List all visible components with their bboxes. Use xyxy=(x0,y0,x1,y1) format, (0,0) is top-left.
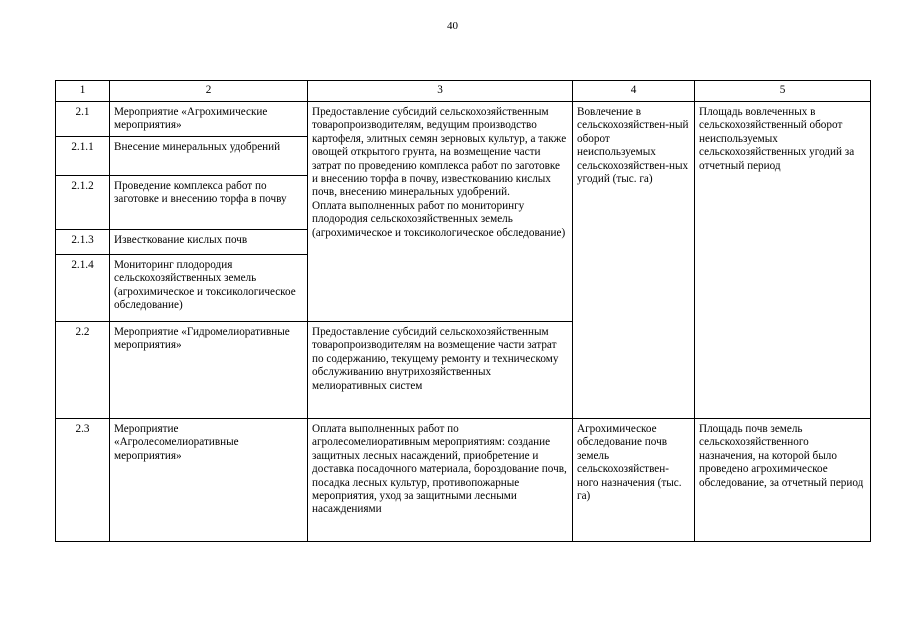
indicator-name: Агрохимическое обследование почв земель сельскохозяйствен-ного назначения (тыс. га) xyxy=(573,419,695,542)
measure-name: Мероприятие «Агрохимические мероприятия» xyxy=(110,102,308,137)
measures-table xyxy=(55,80,871,542)
row-number: 2.1.1 xyxy=(56,137,110,176)
measure-name: Мероприятие «Гидромелиоративные мероприятия» xyxy=(110,322,308,419)
header-cell-3: 3 xyxy=(308,81,573,102)
row-number: 2.3 xyxy=(56,419,110,542)
description-paragraph: Оплата выполненных работ по мониторингу плодородия сельскохозяйственных земель (агрохимическое и токсикологическое обследование) xyxy=(312,199,566,239)
description-paragraph: Предоставление субсидий сельскохозяйственным товаропроизводителям, ведущим производство картофеля, элитных семян зерновых культур, а также овощей открытого грунта, на возмещение части затрат по проведению комплекса работ по заготовке и внесению торфа в почву, известкованию кислых почв, внесению минеральных удобрений. xyxy=(312,106,567,199)
table-header-row xyxy=(56,81,871,102)
row-number: 2.1 xyxy=(56,102,110,137)
row-number: 2.1.3 xyxy=(56,230,110,255)
measure-name: Внесение минеральных удобрений xyxy=(110,137,308,176)
measure-description xyxy=(308,102,573,322)
header-cell-5: 5 xyxy=(695,81,871,102)
measure-name: Мониторинг плодородия сельскохозяйственных земель (агрохимическое и токсикологическое обследование) xyxy=(110,255,308,322)
row-number: 2.1.2 xyxy=(56,176,110,230)
table-row xyxy=(56,419,871,542)
measure-description: Оплата выполненных работ по агролесомелиоративным мероприятиям: создание защитных лесных насаждений, приобретение и доставка посадочного материала, бороздование почв, посадка лесных культур, противопожарные мероприятия, уход за защитными лесными насаждениями xyxy=(308,419,573,542)
measure-name: Мероприятие «Агролесомелиоративные мероприятия» xyxy=(110,419,308,542)
indicator-description: Площадь почв земель сельскохозяйственного назначения, на которой было проведено агрохимическое обследование, за отчетный период xyxy=(695,419,871,542)
table-row xyxy=(56,102,871,137)
page-number: 40 xyxy=(447,20,458,32)
row-number: 2.2 xyxy=(56,322,110,419)
measure-name: Проведение комплекса работ по заготовке и внесению торфа в почву xyxy=(110,176,308,230)
row-number: 2.1.4 xyxy=(56,255,110,322)
header-cell-2: 2 xyxy=(110,81,308,102)
header-cell-4: 4 xyxy=(573,81,695,102)
measure-name: Известкование кислых почв xyxy=(110,230,308,255)
measure-description: Предоставление субсидий сельскохозяйственным товаропроизводителям на возмещение части затрат по содержанию, текущему ремонту и техническому обслуживанию внутрихозяйственных мелиоративных систем xyxy=(308,322,573,419)
header-cell-1: 1 xyxy=(56,81,110,102)
indicator-name: Вовлечение в сельскохозяйствен-ный оборот неиспользуемых сельскохозяйствен-ных угодий (тыс. га) xyxy=(573,102,695,419)
indicator-description: Площадь вовлеченных в сельскохозяйственный оборот неиспользуемых сельскохозяйственных угодий за отчетный период xyxy=(695,102,871,419)
